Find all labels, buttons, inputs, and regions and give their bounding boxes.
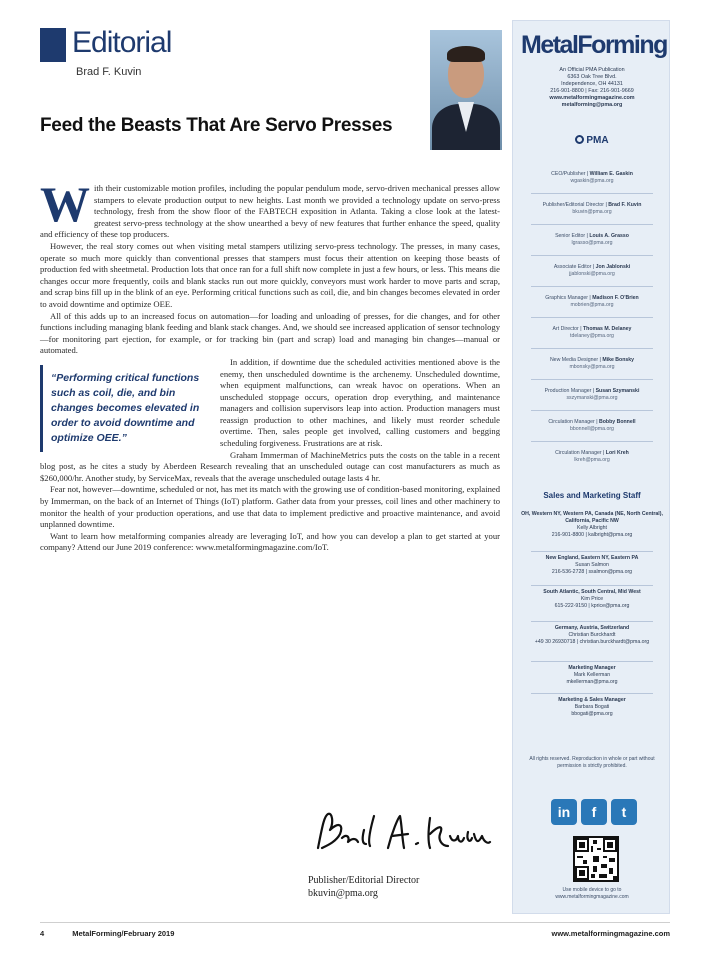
- staff-email[interactable]: jjablonski@pma.org: [569, 271, 615, 277]
- copyright-notice: All rights reserved. Reproduction in whole or part without permission is strictly prohibited.: [529, 756, 655, 769]
- pma-logo: [563, 135, 621, 153]
- paragraph-2: However, the real story comes out when visiting metal stampers utilizing servo-press technology. The presses, in many cases, operate so much more quickly than conventional presses that stampers must focus their attention on keeping those beasts of production fed with sheetmetal. Production lots that once ran for a full shift now complete in just a few hours, or less. This means die changes occur more frequently, coils and blank stacks run out more quickly, conveyors must work harder to move parts and scrap, and scrap bins fill up in the blink of an eye. Performing critical functions such as coil, die, and bin changes becomes elevated in order to avoid downtime and optimize OEE.: [40, 240, 500, 309]
- staff-role: New Media Designer: [549, 357, 599, 363]
- sales-territory: Marketing & Sales Manager: [558, 697, 626, 703]
- staff-name: Madison F. O'Brien: [592, 295, 639, 301]
- address-line-2: 6363 Oak Tree Blvd.: [567, 74, 617, 80]
- sales-contact[interactable]: 216-536-2728 | ssalmon@pma.org: [551, 569, 633, 575]
- signature-title: Publisher/Editorial Director: [308, 875, 420, 886]
- staff-email[interactable]: sszymanski@pma.org: [566, 395, 618, 401]
- staff-email[interactable]: lgrasso@pma.org: [571, 240, 613, 246]
- sales-name: Kim Price: [580, 596, 604, 602]
- staff-role: Graphics Manager: [545, 295, 588, 301]
- paragraph-7: Want to learn how metalforming companies already are leveraging IoT, and how you can develop a plan to get started at your company? Attend our June 2019 conference: www.metalformingmagazine.com/IoT.: [40, 530, 500, 553]
- staff-role: Production Manager: [544, 388, 592, 394]
- staff-entry: Publisher/Editorial Director | Brad F. Kuvin bkuvin@pma.org: [519, 202, 665, 216]
- paragraph-3-text: All of this adds up to an increased focus on automation—for loading and unloading of presses, for die changes, and for other functions including managing blank feeding and blank stack changes. And, we should see increased application of sensor technology—for monitoring part ejection, for example, or for tracking bin (part and scrap) load and managing bin changes—manual or automated.: [40, 310, 500, 356]
- email-link[interactable]: metalforming@pma.org: [561, 102, 623, 108]
- sales-divider: [531, 661, 653, 662]
- staff-entry: Art Director | Thomas M. Delaney tdelaney@pma.org: [519, 326, 665, 340]
- editorial-color-block: [40, 28, 66, 62]
- handwritten-signature: [312, 808, 492, 868]
- signature-caption: [308, 874, 419, 900]
- staff-role: Art Director: [552, 326, 579, 332]
- sales-entry: [519, 625, 665, 646]
- staff-email[interactable]: tdelaney@pma.org: [570, 333, 614, 339]
- staff-name: Thomas M. Delaney: [583, 326, 632, 332]
- website-link[interactable]: www.metalformingmagazine.com: [549, 95, 635, 101]
- staff-email[interactable]: bbonnell@pma.org: [570, 426, 614, 432]
- staff-divider: [531, 441, 653, 442]
- sales-name: Christian Burckhardt: [568, 632, 616, 638]
- staff-role: CEO/Publisher: [551, 171, 586, 177]
- sales-heading: Sales and Marketing Staff: [543, 491, 641, 500]
- address-line-3: Independence, OH 44131: [561, 81, 623, 87]
- pma-ring-icon: [575, 135, 584, 144]
- page-number: 4: [40, 929, 45, 938]
- paragraph-1: [40, 176, 500, 241]
- staff-divider: [531, 224, 653, 225]
- paragraph-4: In addition, if downtime due the scheduled activities mentioned above is the enemy, then unscheduled downtime is the archenemy. Unscheduled downtime, when equipment malfunctions, can wreak havoc on operations. When an unscheduled stoppage occurs, operation drop everything, and maintenance managers and collision supervisors leap into action. Production managers must reassign production to other machines, and likely must reorder schedule overtime. Then, sales people get involved, calling customers and begging scheduling forgiveness. Frustrations are at risk.: [220, 356, 500, 449]
- staff-name: William E. Gaskin: [589, 171, 633, 177]
- issue-label: MetalForming/February 2019: [72, 929, 175, 938]
- pma-logo-text: PMA: [586, 135, 609, 146]
- drop-cap: W: [40, 176, 90, 232]
- sales-contact[interactable]: bbogati@pma.org: [571, 711, 613, 717]
- staff-entry: Production Manager | Susan Szymanski sszymanski@pma.org: [519, 388, 665, 402]
- staff-entry: Graphics Manager | Madison F. O'Brien mobrien@pma.org: [519, 295, 665, 309]
- staff-email[interactable]: mobrien@pma.org: [570, 302, 614, 308]
- footer-rule: [40, 922, 670, 923]
- sales-divider: [531, 585, 653, 586]
- staff-entry: Associate Editor | Jon Jablonski jjablonski@pma.org: [519, 264, 665, 278]
- sales-divider: [531, 693, 653, 694]
- masthead-sidebar: [512, 20, 670, 914]
- sales-territory: Marketing Manager: [568, 665, 616, 671]
- staff-role: Circulation Manager: [555, 450, 602, 456]
- section-title: Editorial: [72, 26, 172, 59]
- staff-entry: New Media Designer | Mike Bonsky mbonsky@pma.org: [519, 357, 665, 371]
- sales-divider: [531, 621, 653, 622]
- publisher-address: [521, 67, 663, 109]
- sales-contact[interactable]: 216-901-8800 | kalbright@pma.org: [551, 532, 633, 538]
- staff-name: Mike Bonsky: [602, 357, 635, 363]
- signature-email: bkuvin@pma.org: [308, 888, 378, 899]
- staff-name: Bobby Bonnell: [599, 419, 636, 425]
- sales-contact[interactable]: 615-222-9150 | kprice@pma.org: [554, 603, 630, 609]
- sales-entry: [519, 697, 665, 718]
- facebook-icon[interactable]: f: [581, 799, 607, 825]
- staff-divider: [531, 286, 653, 287]
- staff-role: Senior Editor: [555, 233, 586, 239]
- sales-contact[interactable]: mkellerman@pma.org: [566, 679, 618, 685]
- author-byline: Brad F. Kuvin: [76, 66, 142, 78]
- staff-divider: [531, 317, 653, 318]
- staff-role: Associate Editor: [553, 264, 592, 270]
- sales-territory: Germany, Austria, Switzerland: [554, 625, 630, 631]
- footer-left: [40, 929, 174, 938]
- staff-name: Louis A. Grasso: [589, 233, 629, 239]
- sales-name: Mark Kellerman: [573, 672, 611, 678]
- staff-name: Jon Jablonski: [595, 264, 631, 270]
- article-body: [40, 176, 500, 554]
- sales-entry: [519, 511, 665, 539]
- paragraph-6: Fear not, however—downtime, scheduled or not, has met its match with the growing use of condition-based monitoring, explained by Immerman, on the back of an Internet of Things (IoT) platform. Gather data from your presses, coil lines and other machinery to monitor the health of your production operations, and use that data to implement predictive and proactive maintenance, and avoid unplanned downtime.: [40, 484, 500, 530]
- sales-territory: South Atlantic, South Central, Mid West: [543, 589, 641, 595]
- staff-divider: [531, 410, 653, 411]
- qr-caption-line-1: Use mobile device to go to: [562, 887, 622, 893]
- social-icons: [551, 799, 637, 827]
- metalforming-logo: MetalForming: [521, 31, 667, 59]
- linkedin-icon[interactable]: in: [551, 799, 577, 825]
- staff-divider: [531, 379, 653, 380]
- address-line-1: An Official PMA Publication: [559, 67, 625, 73]
- staff-entry: Senior Editor | Louis A. Grasso lgrasso@pma.org: [519, 233, 665, 247]
- qr-caption: [521, 887, 663, 900]
- staff-email[interactable]: lkreh@pma.org: [574, 457, 610, 463]
- staff-entry: Circulation Manager | Bobby Bonnell bbonnell@pma.org: [519, 419, 665, 433]
- staff-entry: CEO/Publisher | William E. Gaskin wgaskin@pma.org: [519, 171, 665, 185]
- paragraph-3: [40, 311, 500, 357]
- staff-divider: [531, 255, 653, 256]
- staff-name: Brad F. Kuvin: [608, 202, 642, 208]
- paragraph-5: Graham Immerman of MachineMetrics puts the costs on the table in a recent blog post, as he cites a study by Aberdeen Research revealing that an unscheduled outage can cost manufacturers as much as $260,000/hr. Another study, by ServiceMax, reveals that the average unscheduled outage lasts 4 hr.: [40, 449, 500, 483]
- qr-caption-line-2: www.metalformingmagazine.com: [555, 893, 629, 900]
- sales-divider: [531, 551, 653, 552]
- pull-quote: “Performing critical functions such as coil, die, and bin changes becomes elevated in order to avoid downtime and optimize OEE.”: [40, 365, 208, 452]
- phone-line: 216-901-8800 | Fax: 216-901-9669: [550, 88, 634, 94]
- sales-territory: OH, Western NY, Western PA, Canada (NE, North Central), California, Pacific NW: [521, 511, 663, 524]
- staff-divider: [531, 193, 653, 194]
- sales-name: Kelly Albright: [577, 525, 607, 531]
- sales-name: Barbara Bogati: [574, 704, 610, 710]
- staff-name: Susan Szymanski: [595, 388, 640, 394]
- paragraph-1-text: ith their customizable motion profiles, including the popular pendulum mode, servo-driven mechanical presses allow stampers to elevate production output to new heights. Last month we provided a technology update on servo-press technology, fresh from the show floor of the FABTECH exposition in Atlanta. Taking a close look at the latest-greatest servo-press technology at the show unearthed a bevy of new features that further enhance the speed, quality and efficiency of these top producers.: [40, 183, 500, 240]
- sales-contact[interactable]: +49 30 26930718 | christian.burckhardt@pma.org: [534, 639, 650, 645]
- staff-email[interactable]: bkuvin@pma.org: [572, 209, 612, 215]
- staff-name: Lori Kreh: [605, 450, 629, 456]
- staff-role: Publisher/Editorial Director: [542, 202, 605, 208]
- footer-url: www.metalformingmagazine.com: [551, 929, 670, 938]
- photo-hair: [447, 46, 485, 62]
- staff-email[interactable]: mbonsky@pma.org: [569, 364, 615, 370]
- sales-name: Susan Salmon: [575, 562, 609, 568]
- staff-divider: [531, 348, 653, 349]
- staff-role: Circulation Manager: [548, 419, 595, 425]
- sales-entry: [519, 665, 665, 686]
- twitter-icon[interactable]: t: [611, 799, 637, 825]
- qr-code[interactable]: [573, 836, 619, 882]
- sales-entry: [519, 589, 665, 610]
- sales-territory: New England, Eastern NY, Eastern PA: [545, 555, 639, 561]
- article-headline: Feed the Beasts That Are Servo Presses: [40, 115, 393, 136]
- sales-entry: [519, 555, 665, 576]
- staff-entry: Circulation Manager | Lori Kreh lkreh@pma.org: [519, 450, 665, 464]
- staff-email[interactable]: wgaskin@pma.org: [570, 178, 614, 184]
- author-photo: [430, 30, 502, 150]
